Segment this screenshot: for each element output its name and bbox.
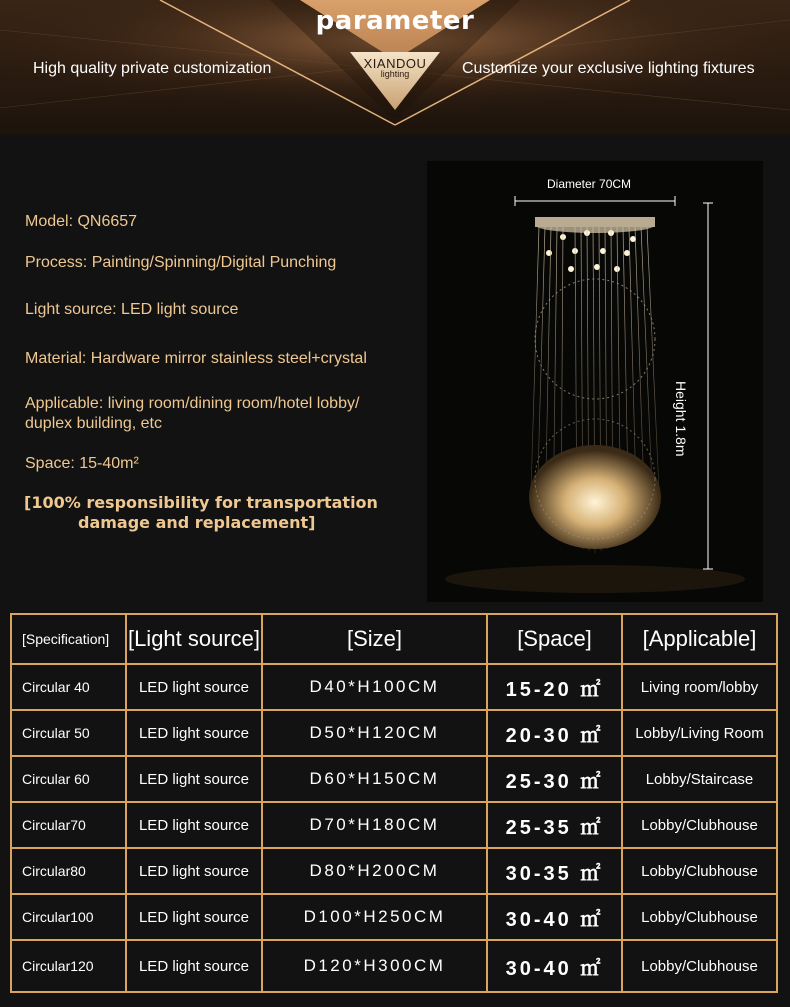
header-specification: [Specification] [22, 631, 110, 647]
cell-specification: Circular70 [22, 817, 86, 833]
table-row [12, 757, 776, 803]
spec-applicable [25, 394, 359, 434]
cell-size: D80*H200CM [309, 861, 440, 880]
table-header-row [12, 615, 776, 665]
cell-space: 25-35 ㎡ [505, 816, 604, 839]
cell-space: 15-20 ㎡ [505, 678, 604, 701]
chandelier-illustration [427, 161, 763, 602]
cell-size: D120*H300CM [303, 956, 446, 975]
product-photo [427, 161, 763, 602]
logo-subtitle: lighting [380, 69, 410, 79]
spec-model: Model: QN6657 [25, 213, 138, 230]
cell-specification: Circular80 [22, 863, 86, 879]
cell-space: 30-40 ㎡ [505, 957, 604, 980]
header-banner [0, 0, 790, 135]
cell-light-source: LED light source [138, 816, 250, 834]
brand-logo [349, 56, 441, 79]
header-light-source: [Light source] [127, 626, 261, 651]
header-space: [Space] [517, 626, 592, 651]
spec-applicable-line1: Applicable: living room/dining room/hotel lobby/ [25, 395, 360, 412]
cell-space: 30-35 ㎡ [505, 862, 604, 885]
guarantee-notice [24, 493, 378, 533]
spec-table [10, 613, 778, 993]
cell-size: D70*H180CM [309, 815, 440, 834]
table-row [12, 895, 776, 941]
cell-size: D50*H120CM [309, 723, 440, 742]
cell-applicable: Lobby/Clubhouse [641, 957, 758, 975]
cell-applicable: Lobby/Staircase [645, 770, 754, 788]
page-title: parameter [315, 6, 475, 36]
cell-light-source: LED light source [138, 908, 250, 926]
table-row [12, 849, 776, 895]
cell-specification: Circular 60 [22, 771, 90, 787]
cell-light-source: LED light source [138, 724, 250, 742]
cell-size: D40*H100CM [309, 677, 440, 696]
banner-right-tagline: Customize your exclusive lighting fixtures [462, 60, 755, 77]
cell-size: D100*H250CM [303, 907, 446, 926]
cell-applicable: Lobby/Clubhouse [641, 862, 758, 880]
cell-space: 25-30 ㎡ [505, 770, 604, 793]
header-size: [Size] [346, 626, 403, 651]
table-row [12, 711, 776, 757]
cell-light-source: LED light source [138, 957, 250, 975]
banner-left-tagline: High quality private customization [33, 60, 272, 77]
guarantee-notice-line1: [100% responsibility for transportation [24, 493, 378, 512]
spec-material: Material: Hardware mirror stainless steel+crystal [25, 350, 367, 367]
table-row [12, 941, 776, 991]
cell-specification: Circular 40 [22, 679, 90, 695]
table-row [12, 803, 776, 849]
cell-applicable: Lobby/Clubhouse [641, 816, 758, 834]
header-applicable: [Applicable] [642, 626, 757, 651]
spec-space: Space: 15-40m² [25, 455, 139, 472]
cell-light-source: LED light source [138, 770, 250, 788]
cell-specification: Circular100 [22, 909, 94, 925]
cell-specification: Circular120 [22, 958, 94, 974]
cell-light-source: LED light source [138, 678, 250, 696]
guarantee-notice-line2: damage and replacement] [78, 513, 316, 532]
logo-wordmark: XIANDOU [363, 56, 427, 71]
height-label: Height 1.8m [673, 381, 689, 457]
cell-size: D60*H150CM [309, 769, 440, 788]
cell-applicable: Lobby/Living Room [635, 724, 764, 742]
cell-space: 30-40 ㎡ [505, 908, 604, 931]
diameter-label: Diameter 70CM [547, 177, 632, 191]
cell-specification: Circular 50 [22, 725, 90, 741]
table-row [12, 665, 776, 711]
cell-light-source: LED light source [138, 862, 250, 880]
cell-applicable: Lobby/Clubhouse [641, 908, 758, 926]
spec-applicable-line2: duplex building, etc [25, 415, 162, 432]
spec-light-source: Light source: LED light source [25, 301, 239, 318]
spec-process: Process: Painting/Spinning/Digital Punching [25, 254, 337, 271]
cell-space: 20-30 ㎡ [505, 724, 604, 747]
cell-applicable: Living room/lobby [640, 678, 759, 696]
